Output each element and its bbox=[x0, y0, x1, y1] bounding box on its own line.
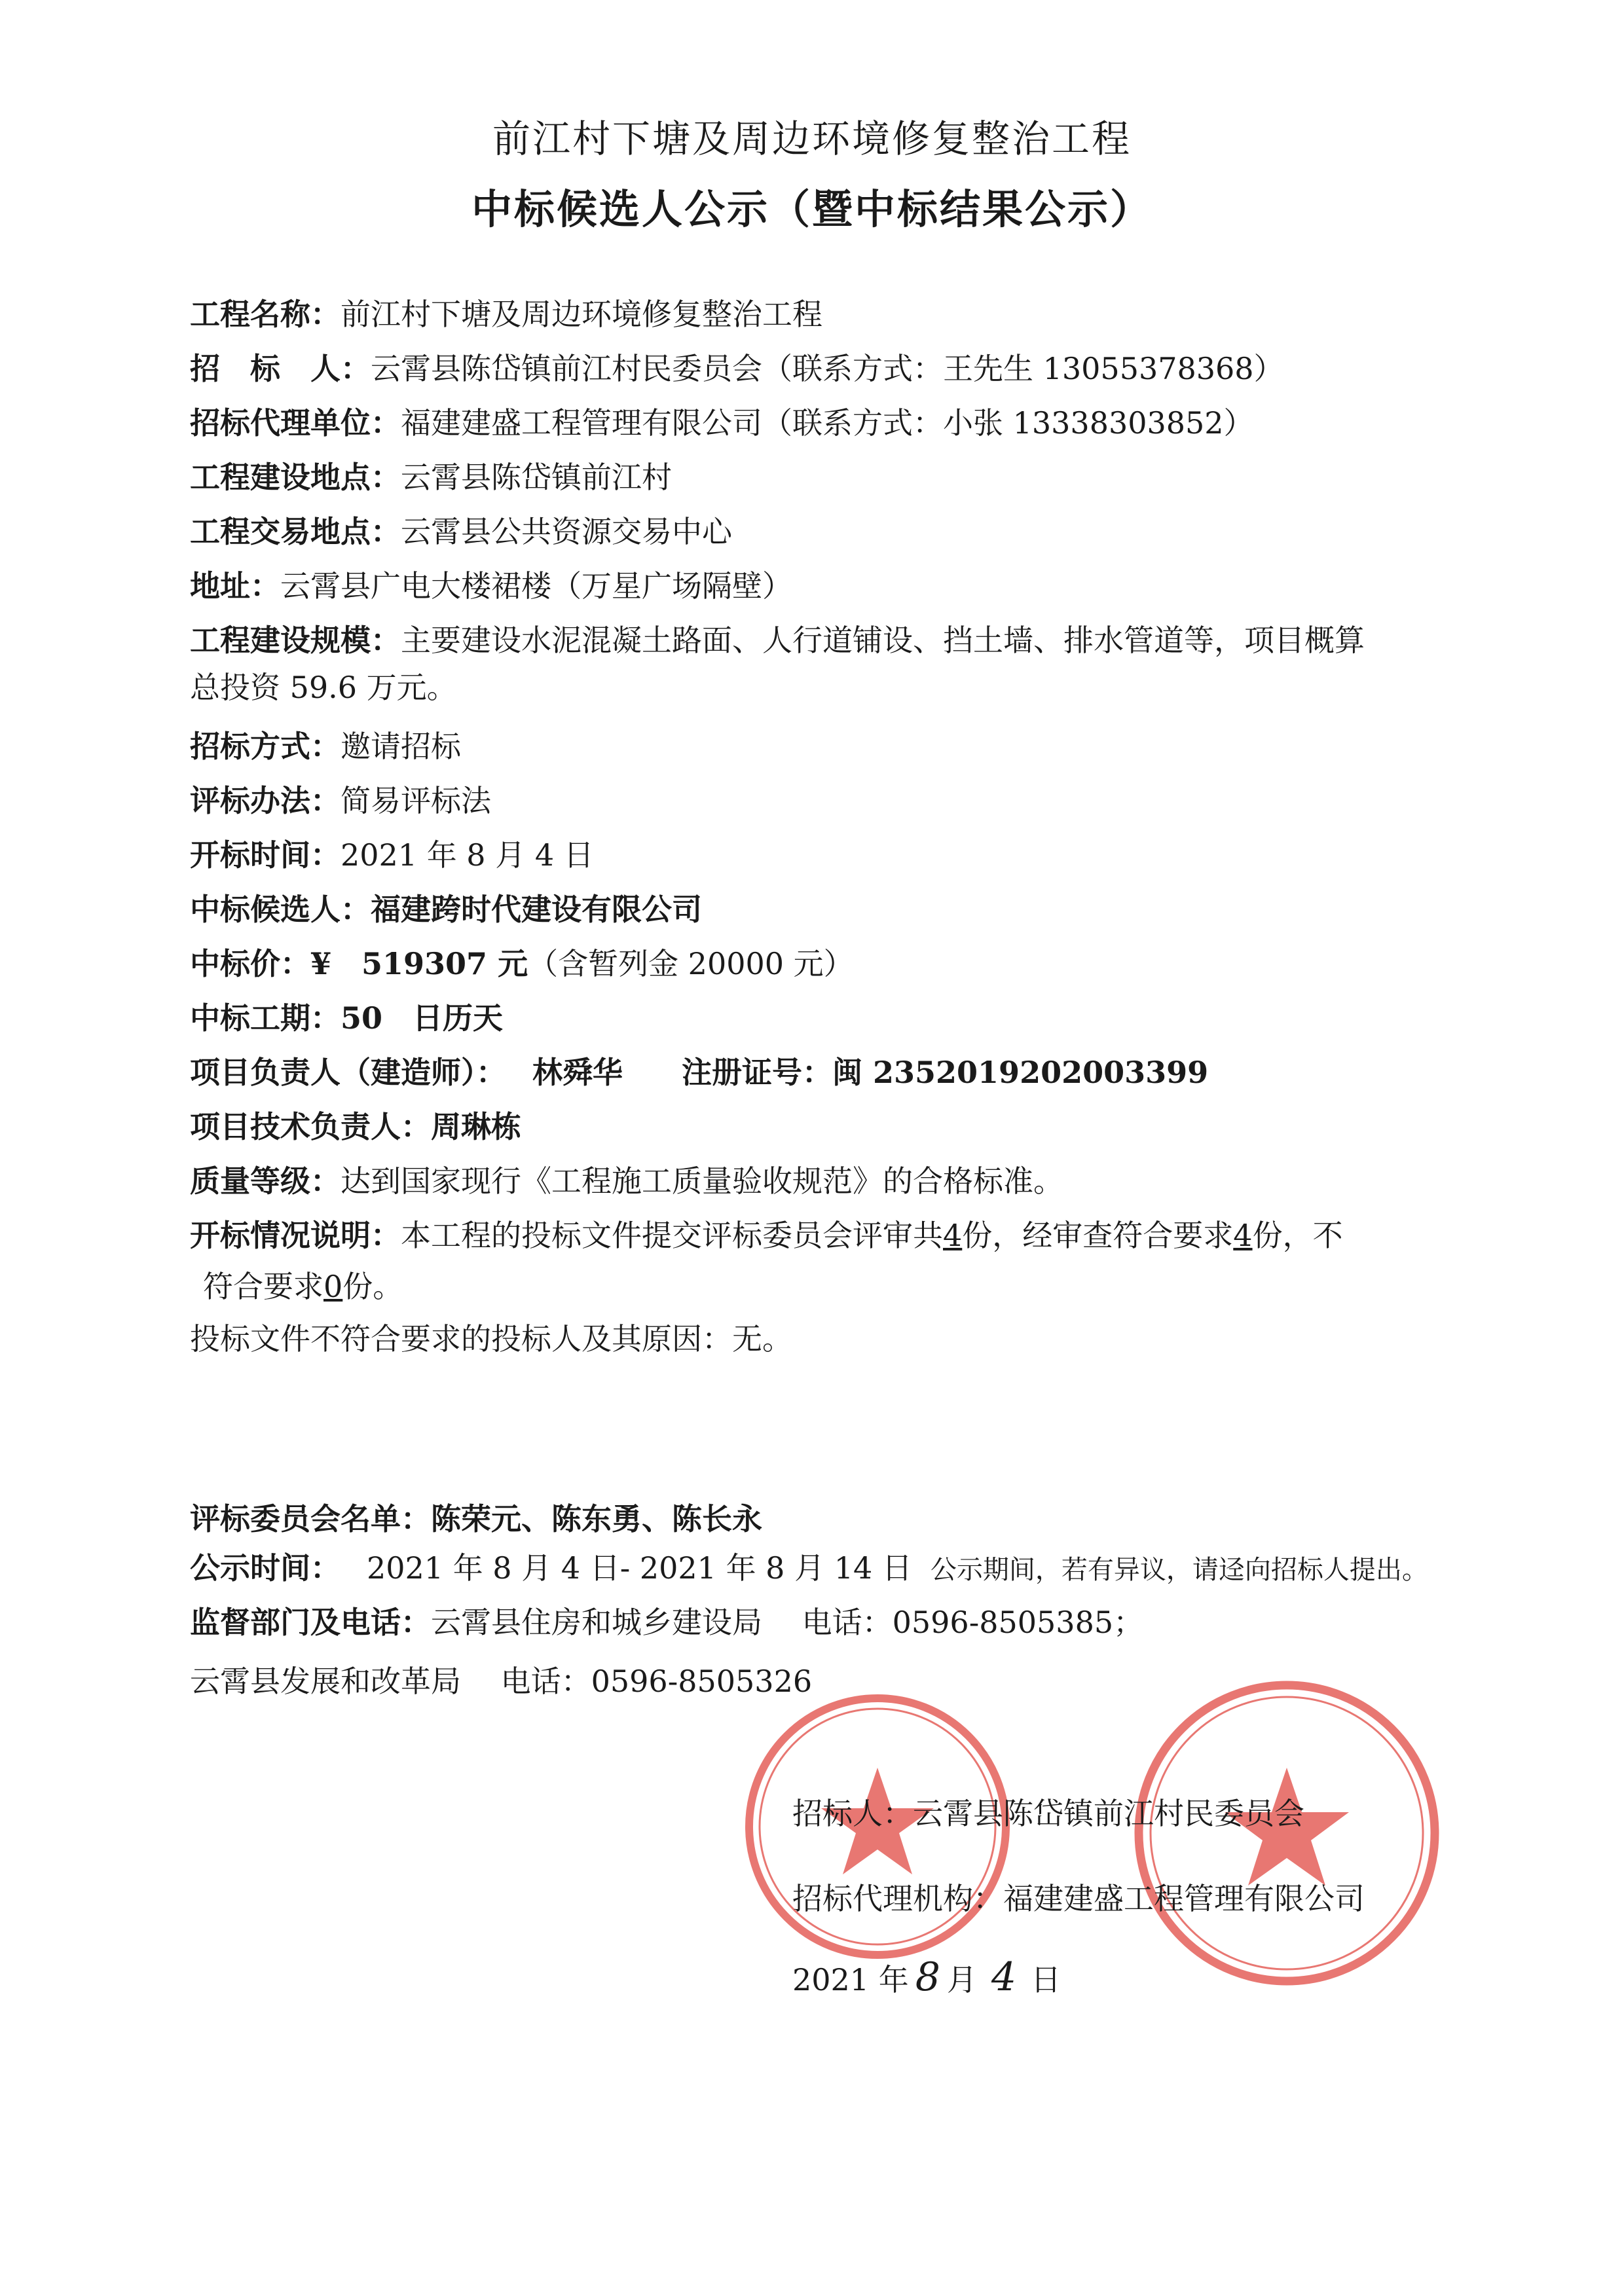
signature-day-label: 日 bbox=[1031, 1962, 1061, 1997]
eval-method-label: 评标办法： bbox=[190, 783, 341, 818]
committee-label: 评标委员会名单： bbox=[190, 1501, 431, 1537]
candidate-value: 福建跨时代建设有限公司 bbox=[371, 892, 702, 927]
manager-label: 项目负责人（建造师）： bbox=[190, 1055, 506, 1090]
method-row bbox=[190, 727, 461, 766]
signature-day: 4 bbox=[991, 1954, 1017, 2000]
opening-note-text3: 份，不 bbox=[1252, 1218, 1343, 1253]
scale-row-cont: 总投资 59.6 万元。 bbox=[190, 670, 457, 705]
tenderer-value: 云霄县陈岱镇前江村民委员会（联系方式：王先生 13055378368） bbox=[371, 351, 1284, 386]
project-name-row bbox=[190, 295, 822, 334]
tenderer-label: 招 标 人： bbox=[190, 351, 371, 386]
supervision-dept1: 云霄县住房和城乡建设局 电话：0596-8505385； bbox=[431, 1605, 1144, 1640]
method-value: 邀请招标 bbox=[341, 729, 461, 764]
price-value: ¥ 519307 元 bbox=[310, 946, 528, 981]
signature-month: 8 bbox=[915, 1954, 940, 2000]
opening-note-text4: 符合要求 bbox=[203, 1269, 323, 1304]
submitted-count: 4 bbox=[943, 1218, 963, 1253]
address-label: 地址： bbox=[190, 568, 280, 604]
manager-name: 林舜华 bbox=[532, 1055, 623, 1090]
price-note: （含暂列金 20000 元） bbox=[528, 946, 854, 981]
document-title: 前江村下塘及周边环境修复整治工程 bbox=[492, 117, 1132, 161]
eval-method-row bbox=[190, 781, 491, 820]
period-row bbox=[190, 998, 503, 1038]
quality-label: 质量等级： bbox=[190, 1163, 341, 1199]
quality-value: 达到国家现行《工程施工质量验收规范》的合格标准。 bbox=[341, 1163, 1063, 1199]
site-row bbox=[190, 458, 672, 497]
noncompliant-count: 0 bbox=[323, 1269, 343, 1304]
open-time-row bbox=[190, 835, 594, 875]
method-label: 招标方式： bbox=[190, 729, 341, 764]
opening-note-row bbox=[190, 1216, 1343, 1255]
opening-note-row-cont bbox=[203, 1267, 403, 1306]
site-label: 工程建设地点： bbox=[190, 460, 401, 495]
opening-note-label: 开标情况说明： bbox=[190, 1218, 401, 1253]
price-row bbox=[190, 944, 854, 983]
compliant-count: 4 bbox=[1233, 1218, 1253, 1253]
open-time-value: 2021 年 8 月 4 日 bbox=[341, 837, 594, 873]
publicity-value: 2021 年 8 月 4 日- 2021 年 8 月 14 日 bbox=[367, 1550, 912, 1586]
scale-value: 主要建设水泥混凝土路面、人行道铺设、挡土墙、排水管道等，项目概算 bbox=[401, 623, 1365, 658]
committee-value: 陈荣元、陈东勇、陈长永 bbox=[431, 1501, 762, 1537]
agency-label: 招标代理单位： bbox=[190, 405, 401, 441]
opening-note-text1: 本工程的投标文件提交评标委员会评审共 bbox=[401, 1218, 943, 1253]
trade-place-row bbox=[190, 512, 732, 551]
agency-row bbox=[190, 403, 1254, 443]
manager-row bbox=[190, 1053, 1208, 1092]
quality-row bbox=[190, 1161, 1063, 1201]
site-value: 云霄县陈岱镇前江村 bbox=[401, 460, 672, 495]
document-subtitle: 中标候选人公示（暨中标结果公示） bbox=[471, 185, 1153, 233]
noncompliant-row: 投标文件不符合要求的投标人及其原因：无。 bbox=[190, 1321, 792, 1357]
candidate-label: 中标候选人： bbox=[190, 892, 371, 927]
project-name-value: 前江村下塘及周边环境修复整治工程 bbox=[341, 297, 822, 332]
eval-method-value: 简易评标法 bbox=[341, 783, 491, 818]
signature-year: 2021 年 bbox=[792, 1962, 909, 1997]
tech-manager-value: 周琳栋 bbox=[431, 1109, 521, 1144]
address-row bbox=[190, 566, 792, 606]
signature-agency: 招标代理机构：福建建盛工程管理有限公司 bbox=[792, 1881, 1365, 1916]
publicity-label: 公示时间： bbox=[190, 1550, 341, 1586]
committee-row bbox=[190, 1499, 762, 1539]
signature-date bbox=[792, 1954, 1061, 2000]
candidate-row bbox=[190, 890, 702, 929]
period-label: 中标工期： bbox=[190, 1000, 341, 1036]
supervision-dept2: 云霄县发展和改革局 电话：0596-8505326 bbox=[190, 1664, 813, 1699]
trade-place-value: 云霄县公共资源交易中心 bbox=[401, 514, 732, 549]
opening-note-text2: 份，经审查符合要求 bbox=[962, 1218, 1234, 1253]
supervision-label: 监督部门及电话： bbox=[190, 1605, 431, 1640]
period-value: 50 日历天 bbox=[341, 1000, 504, 1036]
cert-label: 注册证号： bbox=[682, 1055, 832, 1090]
project-name-label: 工程名称： bbox=[190, 297, 341, 332]
agency-seal bbox=[1130, 1676, 1444, 1990]
open-time-label: 开标时间： bbox=[190, 837, 341, 873]
tech-manager-label: 项目技术负责人： bbox=[190, 1109, 431, 1144]
opening-note-text5: 份。 bbox=[342, 1269, 403, 1304]
publicity-note: 公示期间，若有异议，请迳向招标人提出。 bbox=[930, 1555, 1428, 1585]
publicity-row bbox=[190, 1548, 1428, 1590]
supervision-row bbox=[190, 1603, 1143, 1642]
trade-place-label: 工程交易地点： bbox=[190, 514, 401, 549]
scale-row bbox=[190, 621, 1365, 660]
signature-month-label: 月 bbox=[946, 1962, 977, 1997]
scale-label: 工程建设规模： bbox=[190, 623, 401, 658]
signature-tenderer: 招标人：云霄县陈岱镇前江村民委员会 bbox=[792, 1796, 1304, 1831]
tenderer-row bbox=[190, 349, 1284, 388]
address-value: 云霄县广电大楼裙楼（万星广场隔壁） bbox=[280, 568, 792, 604]
cert-number: 闽 2352019202003399 bbox=[832, 1055, 1209, 1090]
agency-value: 福建建盛工程管理有限公司（联系方式：小张 13338303852） bbox=[401, 405, 1254, 441]
tech-manager-row bbox=[190, 1107, 521, 1146]
price-label: 中标价： bbox=[190, 946, 310, 981]
